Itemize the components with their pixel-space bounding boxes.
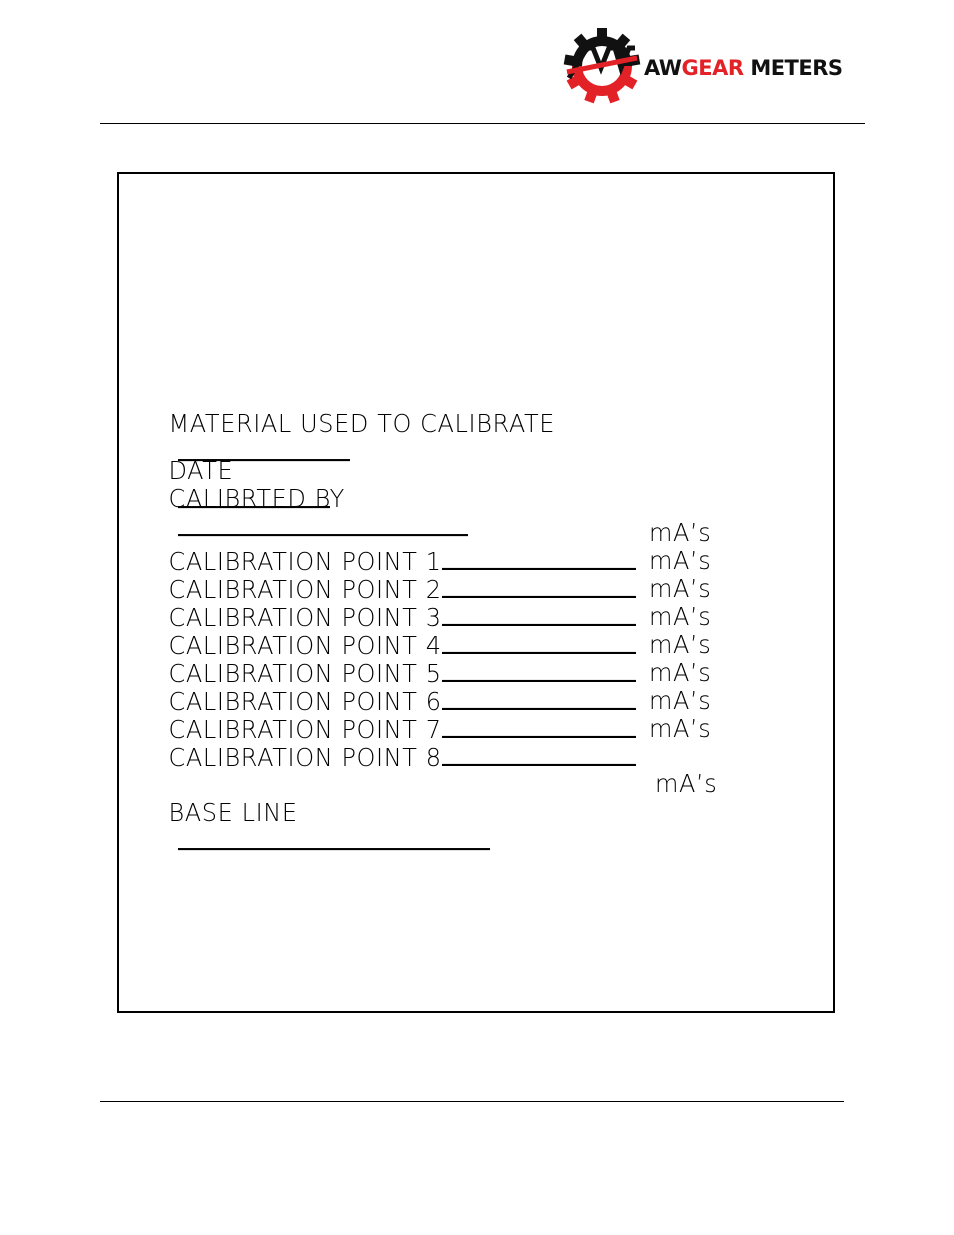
material-label: MATERIAL USED TO CALIBRATE [168,409,556,439]
unit-label: mA’s [649,574,712,604]
unit-label: mA’s [649,630,712,660]
calibration-point-label: CALIBRATION POINT 5 [168,659,442,689]
calibration-point-label: CALIBRATION POINT 8 [168,743,442,773]
unit-label: mA’s [649,518,712,548]
footer-divider [100,1101,844,1102]
calibration-point-label: CALIBRATION POINT 2 [168,575,442,605]
base-line-label: BASE LINE [168,798,298,828]
calibration-point-label: CALIBRATION POINT 4 [168,631,442,661]
logo-wordmark: AWGEAR METERS [644,56,843,80]
calibration-point-label: CALIBRATION POINT 6 [168,687,442,717]
company-logo [563,28,853,104]
unit-label: mA’s [649,686,712,716]
unit-label: mA’s [649,714,712,744]
gear-logo-icon [563,28,641,104]
calibration-point-label: CALIBRATION POINT 7 [168,715,442,745]
unit-label: mA’s [655,769,718,799]
header-divider [100,123,865,124]
base-line-field [152,769,752,885]
unit-label: mA’s [649,546,712,576]
calibration-point-label: CALIBRATION POINT 3 [168,603,442,633]
unit-label: mA’s [649,658,712,688]
base-line-blank[interactable] [178,829,490,850]
calibration-point-label: CALIBRATION POINT 1 [168,547,442,577]
calibrated-by-label: CALIBRTED BY [168,484,345,514]
unit-label: mA’s [649,602,712,632]
date-label: DATE [168,456,234,486]
calibration-point-blank[interactable] [442,745,636,766]
